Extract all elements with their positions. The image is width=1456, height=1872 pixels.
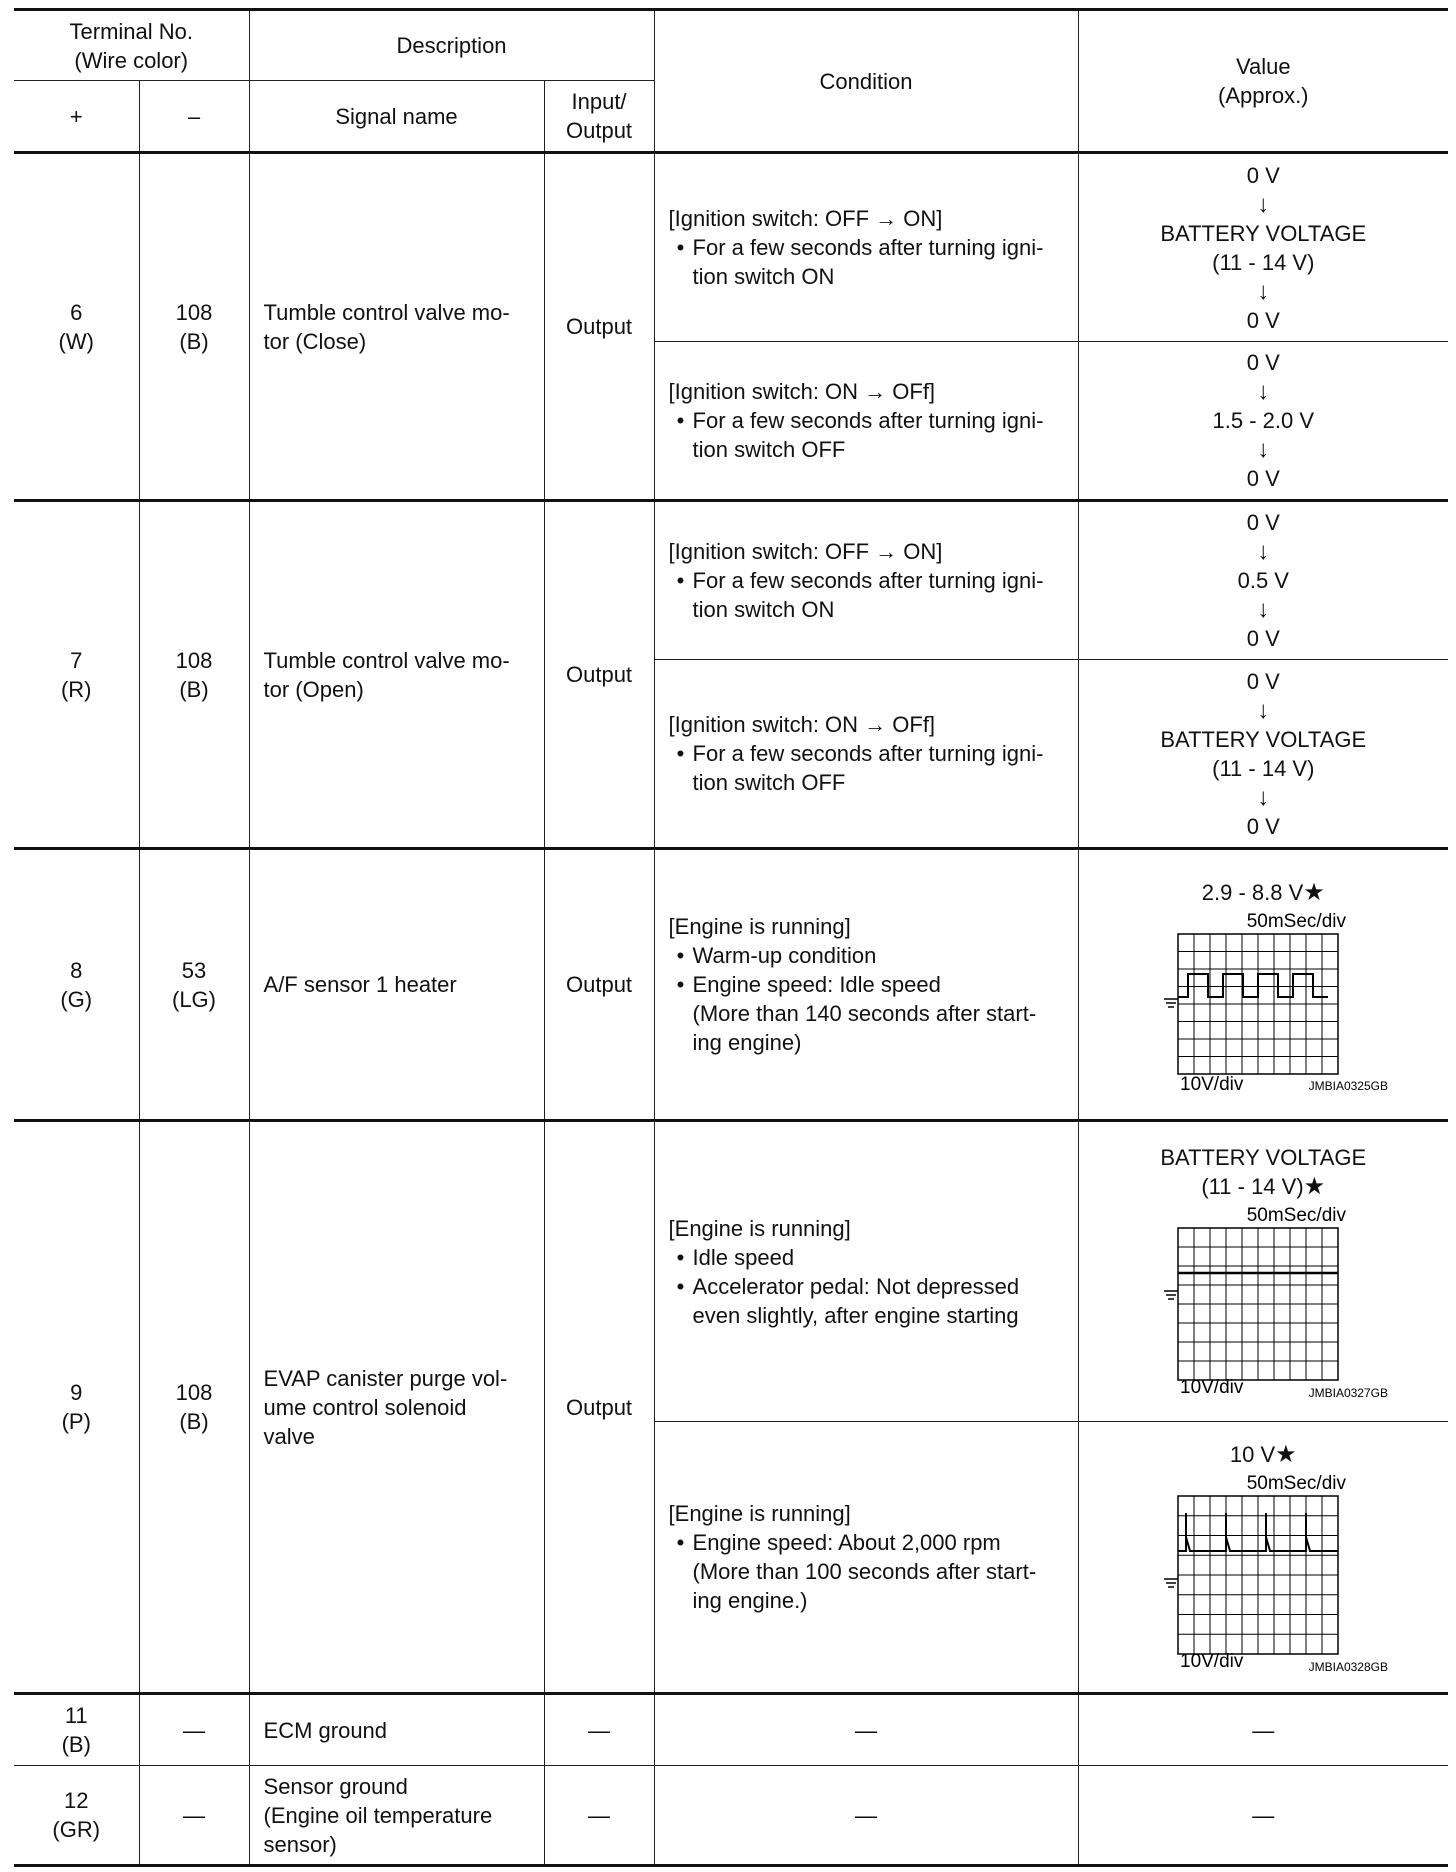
ecm-terminal-table	[14, 8, 1448, 1867]
header-signal-name: Signal name	[249, 81, 544, 153]
table-row	[14, 849, 1448, 1121]
signal-line: Sensor ground	[263, 1773, 408, 1799]
signal-name-9	[249, 1121, 544, 1694]
condition-title: [Engine is running]	[668, 1501, 851, 1526]
terminal-plus-9	[14, 1121, 139, 1694]
signal-name-11: ECM ground	[249, 1694, 544, 1766]
terminal-minus-7	[139, 501, 249, 849]
terminal-plus-7	[14, 501, 139, 849]
down-arrow-icon: ↓	[1257, 277, 1270, 305]
terminal-number: 108	[175, 299, 213, 325]
figure-code: JMBIA0325GB	[1308, 1078, 1389, 1092]
down-arrow-icon: ↓	[1257, 378, 1270, 405]
star-icon: ★	[1275, 1441, 1297, 1468]
io-11: —	[544, 1694, 654, 1766]
signal-name-12	[249, 1766, 544, 1866]
header-value-l1: Value	[1235, 54, 1291, 79]
header-plus: +	[14, 81, 139, 153]
condition-9a	[654, 1121, 1078, 1422]
scope-volt-div: 10V/div	[1180, 1073, 1244, 1092]
star-icon: ★	[1303, 1172, 1326, 1200]
value-8	[1078, 849, 1448, 1121]
condition-title: [Engine is running]	[668, 914, 851, 939]
condition-11: —	[654, 1694, 1078, 1766]
terminal-minus-8	[139, 849, 249, 1121]
down-arrow-icon: ↓	[1257, 596, 1270, 623]
value-12: —	[1078, 1766, 1448, 1866]
io-8: Output	[544, 849, 654, 1121]
ground-icon	[1164, 1579, 1178, 1587]
scope-value: (11 - 14 V)★	[1201, 1172, 1326, 1200]
wire-color: (R)	[60, 676, 92, 702]
condition-bullet: • For a few seconds after turning igni- tion switch OFF	[676, 408, 1044, 462]
condition-bullet: • Engine speed: About 2,000 rpm (More than 100 seconds after start- ing engine.)	[676, 1530, 1037, 1613]
wire-color: (B)	[61, 1732, 91, 1757]
table-row	[14, 501, 1448, 660]
terminal-minus-11: —	[139, 1694, 249, 1766]
oscilloscope-figure	[1138, 1469, 1388, 1674]
terminal-plus-12	[14, 1766, 139, 1866]
oscilloscope-figure	[1138, 907, 1388, 1092]
io-9: Output	[544, 1121, 654, 1694]
terminal-minus-6	[139, 153, 249, 501]
terminal-number: 11	[64, 1703, 88, 1728]
ground-icon	[1164, 999, 1178, 1007]
table-row	[14, 1694, 1448, 1766]
header-terminal-l2: (Wire color)	[74, 47, 189, 73]
scope-grid	[1178, 934, 1338, 1074]
value-6b: 0 V ↓ 1.5 - 2.0 V ↓ 0 V	[1078, 342, 1448, 501]
header-terminal	[14, 10, 249, 81]
value-9b	[1078, 1422, 1448, 1694]
header-value-l2: (Approx.)	[1218, 83, 1309, 108]
table-row	[14, 153, 1448, 342]
condition-bullet: • Warm-up condition	[676, 943, 877, 968]
value-7b: 0 V ↓ BATTERY VOLTAGE (11 - 14 V) ↓ 0 V	[1078, 660, 1448, 849]
scope-time-div: 50mSec/div	[1247, 1473, 1347, 1494]
wire-color: (B)	[179, 1409, 209, 1434]
value-7a: 0 V ↓ 0.5 V ↓ 0 V	[1078, 501, 1448, 660]
terminal-number: 108	[175, 647, 213, 673]
header-description: Description	[249, 10, 654, 81]
figure-code: JMBIA0327GB	[1308, 1385, 1389, 1400]
header-io-l1: Input/	[571, 89, 627, 114]
signal-name-8: A/F sensor 1 heater	[249, 849, 544, 1121]
header-minus: –	[139, 81, 249, 153]
terminal-number: 7	[70, 647, 83, 673]
down-arrow-icon: ↓	[1257, 696, 1270, 724]
value-9a: BATTERY VOLTAGE (11 - 14 V)★ 50mSec/div 10V/div JMBIA0327GB	[1078, 1121, 1448, 1422]
condition-title: [Ignition switch: ON → OFf]	[668, 379, 936, 404]
io-12: —	[544, 1766, 654, 1866]
condition-title: [Ignition switch: OFF → ON]	[668, 539, 943, 564]
signal-name-6	[249, 153, 544, 501]
signal-line: valve	[263, 1423, 315, 1449]
terminal-plus-11	[14, 1694, 139, 1766]
ground-icon	[1164, 1291, 1178, 1299]
io-6: Output	[544, 153, 654, 501]
scope-grid	[1178, 1496, 1338, 1654]
condition-bullet: • For a few seconds after turning igni- tion switch ON	[676, 568, 1044, 622]
signal-line: Tumble control valve mo-	[263, 647, 510, 673]
condition-title: [Ignition switch: ON → OFf]	[668, 712, 936, 737]
scope-time-div: 50mSec/div	[1247, 1204, 1347, 1226]
condition-bullet: • For a few seconds after turning igni- tion switch ON	[676, 235, 1044, 289]
terminal-number: 8	[70, 957, 83, 983]
wire-color: (G)	[60, 986, 93, 1012]
condition-8	[654, 849, 1078, 1121]
header-input-output	[544, 81, 654, 153]
scope-volt-div: 10V/div	[1180, 1376, 1244, 1398]
header-value	[1078, 10, 1448, 153]
down-arrow-icon: ↓	[1257, 783, 1270, 811]
terminal-number: 53	[181, 957, 207, 983]
figure-code: JMBIA0328GB	[1308, 1660, 1389, 1674]
scope-8	[1138, 907, 1388, 1092]
signal-line: tor (Close)	[263, 328, 367, 354]
signal-line: tor (Open)	[263, 676, 364, 702]
wire-color: (W)	[58, 328, 94, 354]
star-icon: ★	[1303, 878, 1325, 906]
scope-9b	[1138, 1469, 1388, 1674]
condition-bullet: • Accelerator pedal: Not depressed even slightly, after engine starting	[676, 1273, 1020, 1328]
wire-color: (LG)	[172, 986, 216, 1012]
scope-9a	[1138, 1201, 1388, 1401]
scope-value: 2.9 - 8.8 V★	[1201, 878, 1325, 906]
header-io-l2: Output	[566, 118, 633, 143]
terminal-minus-9	[139, 1121, 249, 1694]
condition-title: [Engine is running]	[668, 1215, 851, 1241]
signal-line: EVAP canister purge vol-	[263, 1365, 508, 1391]
terminal-number: 9	[70, 1380, 83, 1405]
wire-color: (GR)	[52, 1817, 101, 1842]
condition-9b	[654, 1422, 1078, 1694]
condition-6a	[654, 153, 1078, 342]
header-terminal-l1: Terminal No.	[69, 18, 193, 44]
wire-color: (P)	[61, 1409, 91, 1434]
terminal-number: 12	[64, 1788, 89, 1813]
value-6a: 0 V ↓ BATTERY VOLTAGE (11 - 14 V) ↓ 0 V	[1078, 153, 1448, 342]
terminal-plus-8	[14, 849, 139, 1121]
condition-bullet: • Idle speed	[676, 1244, 795, 1270]
terminal-table-page	[14, 8, 1448, 1868]
condition-12: —	[654, 1766, 1078, 1866]
down-arrow-icon: ↓	[1257, 538, 1270, 565]
table-row	[14, 1121, 1448, 1422]
condition-bullet: • For a few seconds after turning igni- tion switch OFF	[676, 741, 1044, 795]
terminal-number: 108	[175, 1380, 213, 1405]
signal-line: ume control solenoid	[263, 1394, 467, 1420]
scope-volt-div: 10V/div	[1180, 1651, 1244, 1672]
value-11: —	[1078, 1694, 1448, 1766]
header-condition: Condition	[654, 10, 1078, 153]
signal-line: Tumble control valve mo-	[263, 299, 510, 325]
condition-bullet: • Engine speed: Idle speed (More than 140 seconds after start- ing engine)	[676, 972, 1037, 1055]
wire-color: (B)	[179, 328, 209, 354]
scope-time-div: 50mSec/div	[1247, 910, 1347, 932]
terminal-minus-12: —	[139, 1766, 249, 1866]
terminal-plus-6	[14, 153, 139, 501]
down-arrow-icon: ↓	[1257, 436, 1270, 463]
terminal-number: 6	[70, 299, 83, 325]
condition-title: [Ignition switch: OFF → ON]	[668, 206, 943, 231]
condition-7a	[654, 501, 1078, 660]
oscilloscope-figure	[1138, 1201, 1388, 1401]
wire-color: (B)	[179, 676, 209, 702]
table-row	[14, 1766, 1448, 1866]
condition-7b	[654, 660, 1078, 849]
signal-line: sensor)	[263, 1831, 337, 1857]
scope-value: 10 V★	[1229, 1441, 1297, 1468]
scope-grid	[1178, 1228, 1338, 1380]
condition-6b	[654, 342, 1078, 501]
signal-name-7	[249, 501, 544, 849]
down-arrow-icon: ↓	[1257, 190, 1270, 218]
io-7: Output	[544, 501, 654, 849]
signal-line: (Engine oil temperature	[263, 1802, 493, 1828]
